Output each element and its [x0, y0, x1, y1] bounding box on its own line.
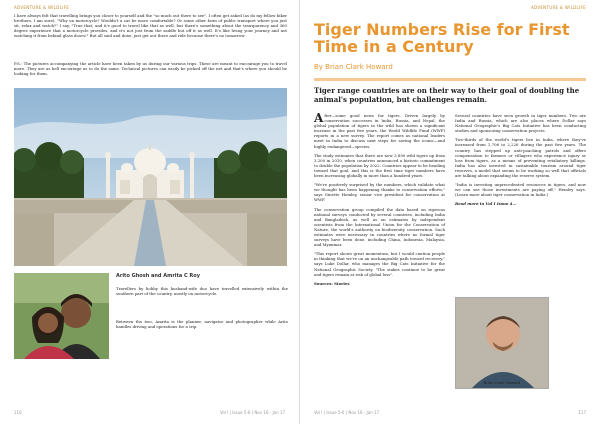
article-paragraph: The conservation group compiled the data based on rigorous national surveys conducted by several countries, including India and Bangladesh, as well as on estimates by independent scientists from the International Union for the Conservation of Nature, the world's authority on biodiversity conservation. Such estimates were necessary in countries where no formal tiger surveys have been done, including China, Indonesia, Malaysia, and Myanmar. [314, 206, 445, 248]
issue-info: Vol I | Issue 5-6 | Nov 16 - Jan 17 [314, 410, 380, 415]
article-title: Tiger Numbers Rise for First Time in a Century [314, 20, 570, 56]
couple-illustration [14, 273, 109, 359]
article-deck: Tiger range countries are on their way to their goal of doubling the animal's population, but challenges remain. [314, 86, 580, 104]
article-paragraph: After—some good news for tigers. Driven largely by conservation successes in India, Russia, and Nepal, the global population of tigers in the wild has shown a significant increase in the past five years, the World Wildlife Fund (WWF) reports in a new survey. The report comes as national leaders meet in India to discuss next steps for saving the iconic—and highly endangered—species. [314, 111, 445, 149]
read-more-link[interactable]: Read more in Vol I Issue 4... [455, 201, 517, 207]
author-couple-photo [14, 273, 109, 359]
author-portrait-illustration [456, 298, 549, 389]
right-page [300, 0, 600, 424]
article-column-1 [314, 113, 445, 286]
taj-mahal-illustration [14, 88, 287, 266]
intro-paragraph: I have always felt that travelling brings you closer to yourself and the "so much out there to see". I often get asked (as do my fellow biker brothers, I am sure), "Why on motorcycle? Wouldn't a car be more comfortable? Or some other form of public transport where you just sit, relax and watch?" I say, "True that; and it's good to travel like that as well, but there's something about the transparency and 360 degree experience that a motorcycle provides, and it's not just from the saddle but off it as well. It's like living your journey and not watching it from behind glass doors!" But all said and done, just get out there and ride because there's no tomorrow. [14, 13, 287, 39]
article-paragraph: "We're positively surprised by the numbers, which validate what we thought has been happening thanks to conservation efforts," says Ginette Hemley, senior vice president for conservation at WWF. [314, 182, 445, 203]
about-authors-roles: Between the two, Amrita is the planner, navigator and photographer while Arito handles driving and operations for a trip. [116, 319, 288, 330]
article-sources: Sources: Stories [314, 280, 350, 286]
ps-paragraph: P.S.: The pictures accompanying the article have been taken by us during our various trips. These are meant to encourage you to travel more. They are as hell encourage us to do the same. Technical pictures can easily be picked off the net and that's where you should be looking for them. [14, 61, 287, 77]
article-paragraph: "India is investing unprecedented resources in tigers, and now we can see those investments are paying off," Hemley says. (Learn more about tiger conservation in India.) [455, 182, 586, 198]
article-paragraph: "This report shows great momentum, but I would caution people in thinking that we're on an unchangeable path toward recovery," says Luke Dollar, who manages the Big Cats Initiative for the National Geographic Society. "The stakes continue to be great and tigers remain at risk of global loss". [314, 251, 445, 277]
issue-info: Vol I | Issue 5-6 | Nov 16 - Jan 17 [219, 410, 285, 415]
section-label: ADVENTURE & WILDLIFE [14, 5, 70, 10]
title-divider [314, 78, 586, 81]
about-authors-bio: Travellers by hobby this husband-wife duo have travelled extensively within the southern part of the country, mostly on motorcycle. [116, 286, 288, 297]
page-number: 117 [578, 410, 586, 415]
article-paragraph: Several countries have seen growth in tiger numbers. Two are India and Russia, which are also places where Dollar says National Geographic's Big Cats Initiative has been conducting studies and sponsoring conservation projects. [455, 113, 586, 134]
author-portrait [455, 297, 549, 389]
section-label: ADVENTURE & WILDLIFE [530, 5, 586, 10]
page-number: 116 [14, 410, 22, 415]
author-caption: Brian Clark Howard [483, 380, 521, 385]
taj-mahal-photo [14, 88, 287, 266]
article-paragraph: Two-thirds of the world's tigers live in India, where they've increased from 1,706 to 2,226 during the past five years. The country has stepped up anti-poaching patrols and offers compensation to farmers or villagers who experience injury or loss from tigers, as a means of preventing retaliatory killings. India has also invested in sustainable tourism around tiger reserves, a model that seems to be working so well that officials are talking about expanding the reserve system. [455, 137, 586, 179]
article-paragraph: The study estimates that there are now 3,890 wild tigers up from 3,200 in 2010, when countries announced a historic commitment to double the population by 2022. Countries appear to be heading toward that goal, and this is the first time tiger numbers have been increasing globally in more than a hundred years. [314, 152, 445, 179]
drop-cap: A [314, 111, 324, 125]
article-byline: By Brian Clark Howard [314, 63, 393, 71]
about-authors-title: Arito Ghosh and Amrita C Roy [116, 273, 200, 279]
article-column-2 [455, 113, 586, 209]
